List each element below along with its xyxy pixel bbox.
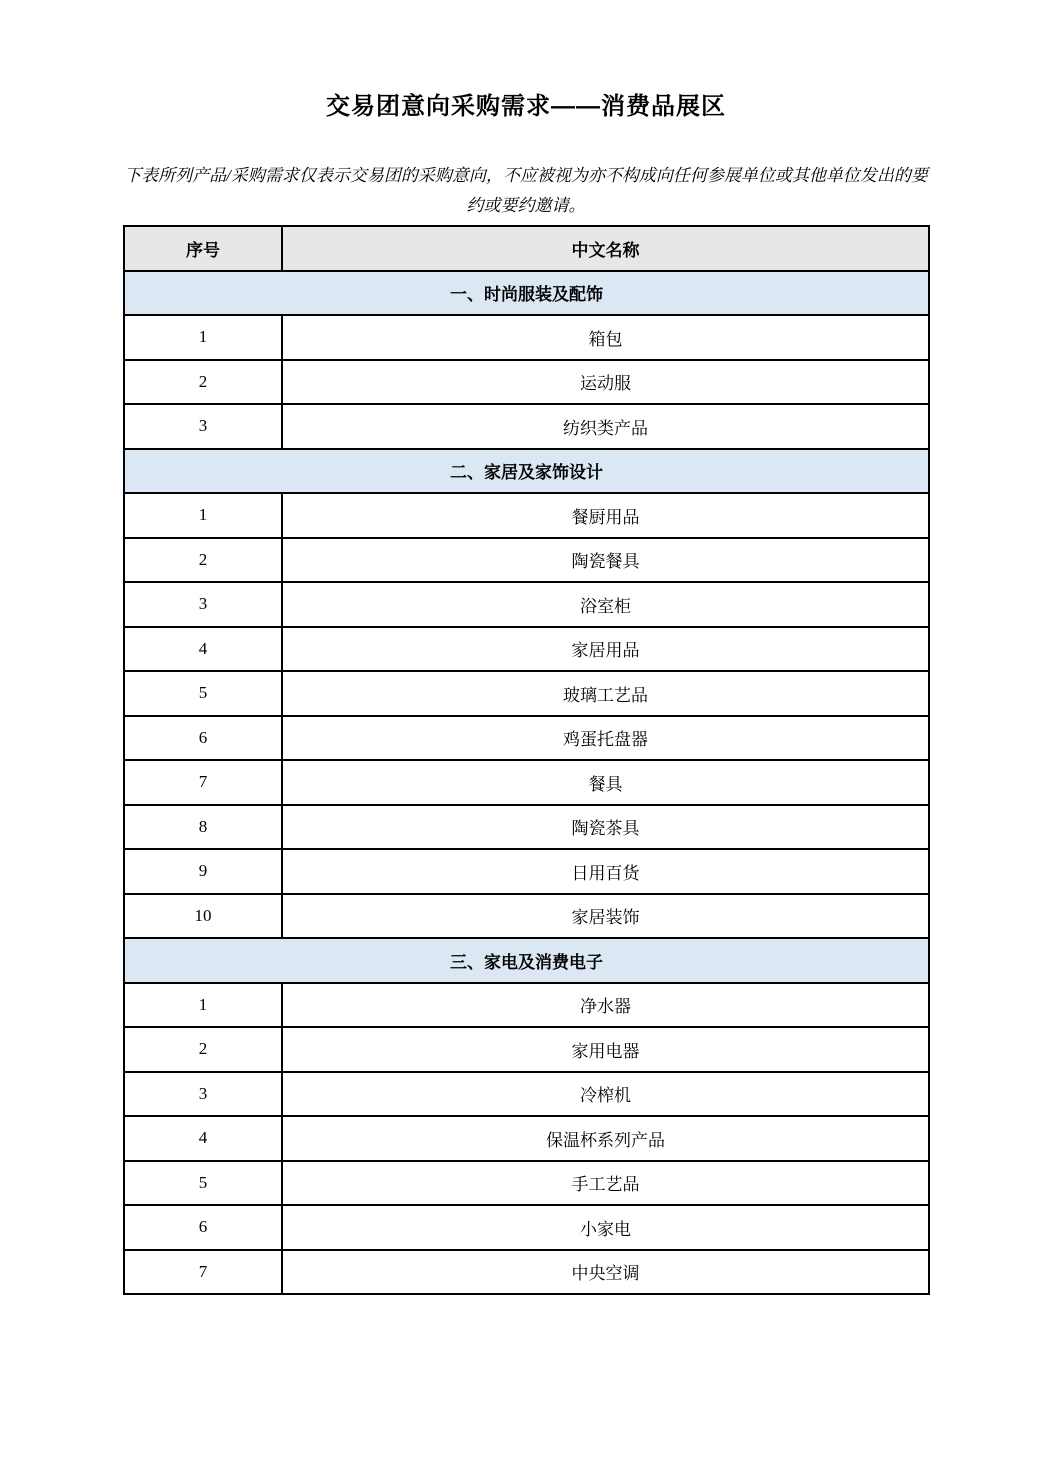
row-name-cell: 净水器 [282, 983, 929, 1028]
section-title: 二、家居及家饰设计 [124, 449, 929, 494]
table-row [124, 671, 929, 716]
row-name-cell: 陶瓷餐具 [282, 538, 929, 583]
table-row [124, 849, 929, 894]
row-number-cell: 4 [124, 627, 282, 672]
row-name-cell: 家用电器 [282, 1027, 929, 1072]
row-number-cell: 1 [124, 983, 282, 1028]
row-name-cell: 小家电 [282, 1205, 929, 1250]
row-number-cell: 7 [124, 760, 282, 805]
column-header-name: 中文名称 [282, 226, 929, 271]
row-number-cell: 2 [124, 538, 282, 583]
table-row [124, 404, 929, 449]
row-name-cell: 中央空调 [282, 1250, 929, 1295]
row-name-cell: 运动服 [282, 360, 929, 405]
row-number-cell: 1 [124, 315, 282, 360]
row-number-cell: 9 [124, 849, 282, 894]
row-number-cell: 8 [124, 805, 282, 850]
row-number-cell: 5 [124, 671, 282, 716]
section-header-row [124, 938, 929, 983]
section-header-row [124, 449, 929, 494]
row-name-cell: 纺织类产品 [282, 404, 929, 449]
table-row [124, 1027, 929, 1072]
disclaimer-note: 下表所列产品/采购需求仅表示交易团的采购意向，不应被视为亦不构成向任何参展单位或其他单位发出的要约或要约邀请。 [124, 166, 928, 215]
row-name-cell: 家居装饰 [282, 894, 929, 939]
table-row [124, 1250, 929, 1295]
row-name-cell: 浴室柜 [282, 582, 929, 627]
table-row [124, 894, 929, 939]
row-number-cell: 4 [124, 1116, 282, 1161]
row-number-cell: 5 [124, 1161, 282, 1206]
row-name-cell: 箱包 [282, 315, 929, 360]
section-title: 一、时尚服装及配饰 [124, 271, 929, 316]
row-number-cell: 2 [124, 1027, 282, 1072]
table-row [124, 805, 929, 850]
table-row [124, 1205, 929, 1250]
row-name-cell: 冷榨机 [282, 1072, 929, 1117]
page-title: 交易团意向采购需求——消费品展区 [326, 93, 726, 120]
table-row [124, 1072, 929, 1117]
table-row [124, 538, 929, 583]
row-number-cell: 3 [124, 404, 282, 449]
row-number-cell: 2 [124, 360, 282, 405]
table-row [124, 493, 929, 538]
row-name-cell: 餐厨用品 [282, 493, 929, 538]
row-name-cell: 保温杯系列产品 [282, 1116, 929, 1161]
row-name-cell: 玻璃工艺品 [282, 671, 929, 716]
row-name-cell: 家居用品 [282, 627, 929, 672]
table-row [124, 1116, 929, 1161]
table-header-row [124, 226, 929, 271]
table-body [124, 271, 929, 1295]
row-number-cell: 6 [124, 1205, 282, 1250]
row-number-cell: 6 [124, 716, 282, 761]
table-row [124, 582, 929, 627]
table-row [124, 315, 929, 360]
row-number-cell: 10 [124, 894, 282, 939]
row-number-cell: 3 [124, 582, 282, 627]
row-name-cell: 陶瓷茶具 [282, 805, 929, 850]
table-row [124, 627, 929, 672]
table-row [124, 360, 929, 405]
section-header-row [124, 271, 929, 316]
row-number-cell: 1 [124, 493, 282, 538]
section-title: 三、家电及消费电子 [124, 938, 929, 983]
row-number-cell: 7 [124, 1250, 282, 1295]
row-number-cell: 3 [124, 1072, 282, 1117]
table-row [124, 760, 929, 805]
row-name-cell: 手工艺品 [282, 1161, 929, 1206]
table-row [124, 716, 929, 761]
row-name-cell: 日用百货 [282, 849, 929, 894]
table-row [124, 983, 929, 1028]
row-name-cell: 鸡蛋托盘器 [282, 716, 929, 761]
procurement-table [123, 225, 930, 1295]
column-header-number: 序号 [124, 226, 282, 271]
table-row [124, 1161, 929, 1206]
row-name-cell: 餐具 [282, 760, 929, 805]
